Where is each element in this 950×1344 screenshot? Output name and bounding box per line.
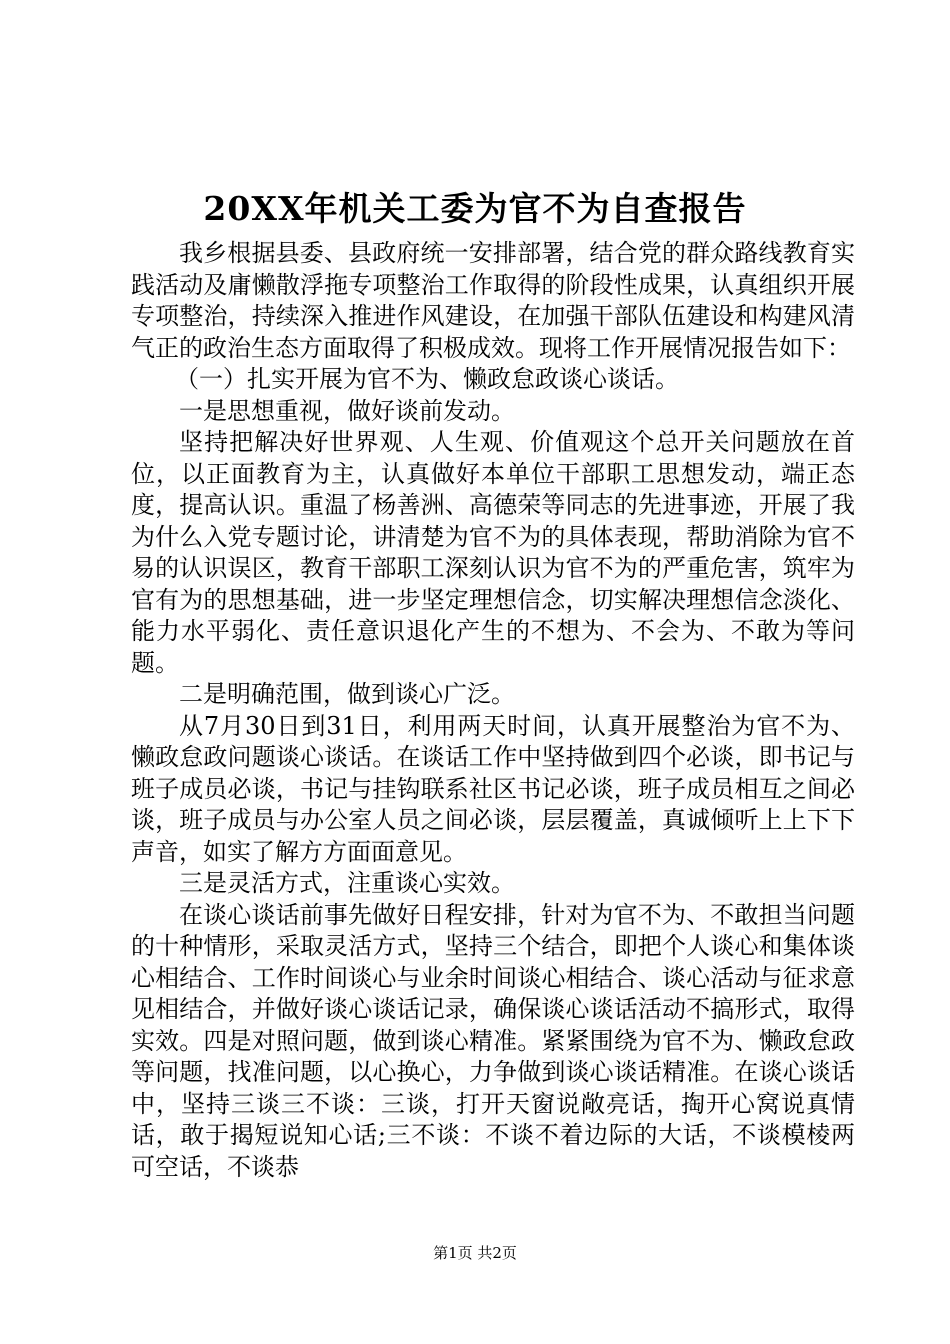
body-paragraph: 我乡根据县委、县政府统一安排部署，结合党的群众路线教育实践活动及庸懒散浮拖专项整治工作取得的阶段性成果，认真组织开展专项整治，持续深入推进作风建设，在加强干部队伍建设和构建风清气正的政治生态方面取得了积极成效。现将工作开展情况报告如下： [131, 239, 855, 362]
document-body [131, 238, 855, 1183]
section-heading: （一）扎实开展为官不为、懒政怠政谈心谈话。 [175, 365, 679, 393]
subheading: 三是灵活方式，注重谈心实效。 [179, 869, 515, 897]
page-number-footer: 第1页 共2页 [433, 1244, 517, 1262]
subheading: 二是明确范围，做到谈心广泛。 [179, 680, 515, 708]
body-paragraph: 在谈心谈话前事先做好日程安排，针对为官不为、不敢担当问题的十种情形，采取灵活方式，坚持三个结合，即把个人谈心和集体谈心相结合、工作时间谈心与业余时间谈心相结合、谈心活动与征求意见相结合，并做好谈心谈话记录，确保谈心谈话活动不搞形式，取得实效。四是对照问题，做到谈心精准。紧紧围绕为官不为、懒政怠政等问题，找准问题，以心换心，力争做到谈心谈话精准。在谈心谈话中，坚持三谈三不谈：三谈，打开天窗说敞亮话，掏开心窝说真情话，敢于揭短说知心话;三不谈：不谈不着边际的大话，不谈模棱两可空话，不谈恭 [131, 900, 855, 1181]
body-paragraph: 从7月30日到31日，利用两天时间，认真开展整治为官不为、懒政怠政问题谈心谈话。在谈话工作中坚持做到四个必谈，即书记与班子成员必谈，书记与挂钩联系社区书记必谈，班子成员相互之间必谈，班子成员与办公室人员之间必谈，层层覆盖，真诚倾听上上下下声音，如实了解方方面面意见。 [131, 711, 855, 866]
subheading: 一是思想重视，做好谈前发动。 [179, 396, 515, 425]
document-title: 20XX年机关工委为官不为自查报告 [203, 189, 747, 228]
body-paragraph: 坚持把解决好世界观、人生观、价值观这个总开关问题放在首位，以正面教育为主，认真做好本单位干部职工思想发动，端正态度，提高认识。重温了杨善洲、高德荣等同志的先进事迹，开展了我为什么入党专题讨论，讲清楚为官不为的具体表现，帮助消除为官不易的认识误区，教育干部职工深刻认识为官不为的严重危害，筑牢为官有为的思想基础，进一步坚定理想信念，切实解决理想信念淡化、能力水平弱化、责任意识退化产生的不想为、不会为、不敢为等问题。 [131, 428, 855, 677]
